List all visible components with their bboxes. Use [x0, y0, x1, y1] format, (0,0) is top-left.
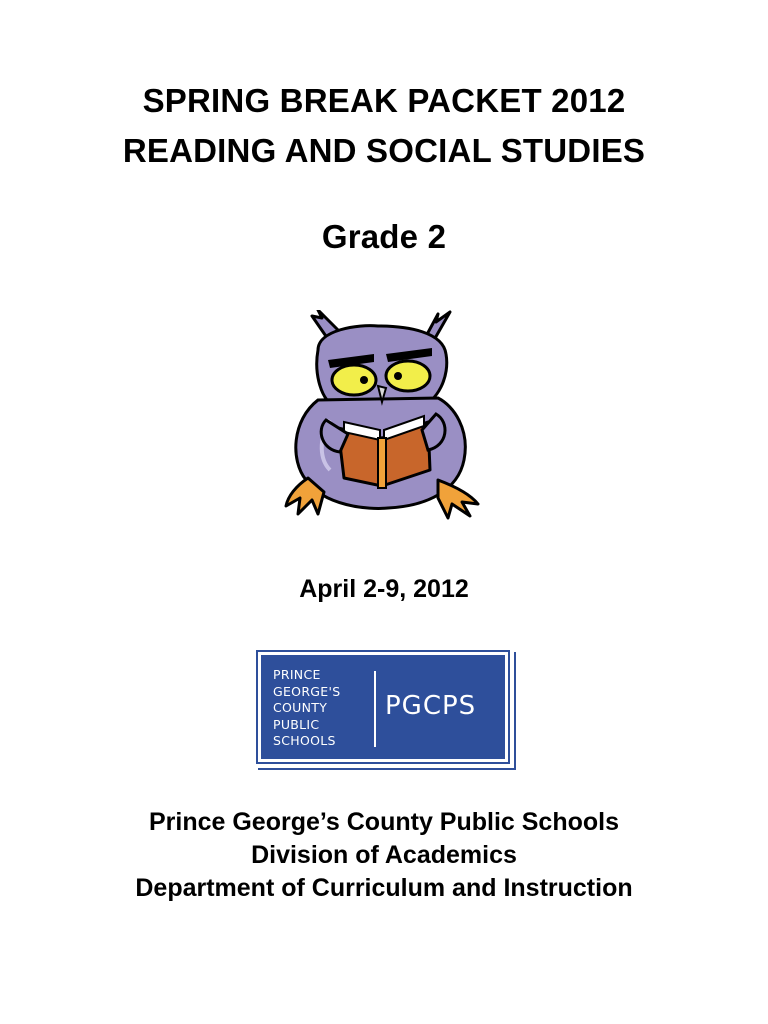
logo-line-2: GEORGE'S — [273, 683, 341, 699]
title-line-2: READING AND SOCIAL STUDIES — [122, 132, 646, 169]
logo-line-4: PUBLIC — [273, 716, 320, 732]
logo-school-name — [273, 667, 373, 750]
footer-department: Department of Curriculum and Instruction — [135, 874, 633, 902]
logo-line-5: SCHOOLS — [273, 733, 336, 748]
pgcps-logo — [252, 646, 516, 770]
footer-organization: Prince George’s County Public Schools — [148, 808, 619, 836]
logo-line-1: PRINCE — [273, 667, 321, 682]
title-line-1: SPRING BREAK PACKET 2012 — [142, 82, 626, 119]
logo-divider — [374, 671, 376, 747]
footer-division: Division of Academics — [251, 841, 517, 869]
owl-reading-book-icon — [278, 310, 488, 525]
logo-line-3: COUNTY — [273, 700, 328, 715]
date-range: April 2-9, 2012 — [299, 575, 469, 603]
logo-abbreviation: PGCPS — [385, 691, 477, 721]
grade-heading: Grade 2 — [321, 218, 447, 255]
logo-box — [258, 652, 508, 762]
